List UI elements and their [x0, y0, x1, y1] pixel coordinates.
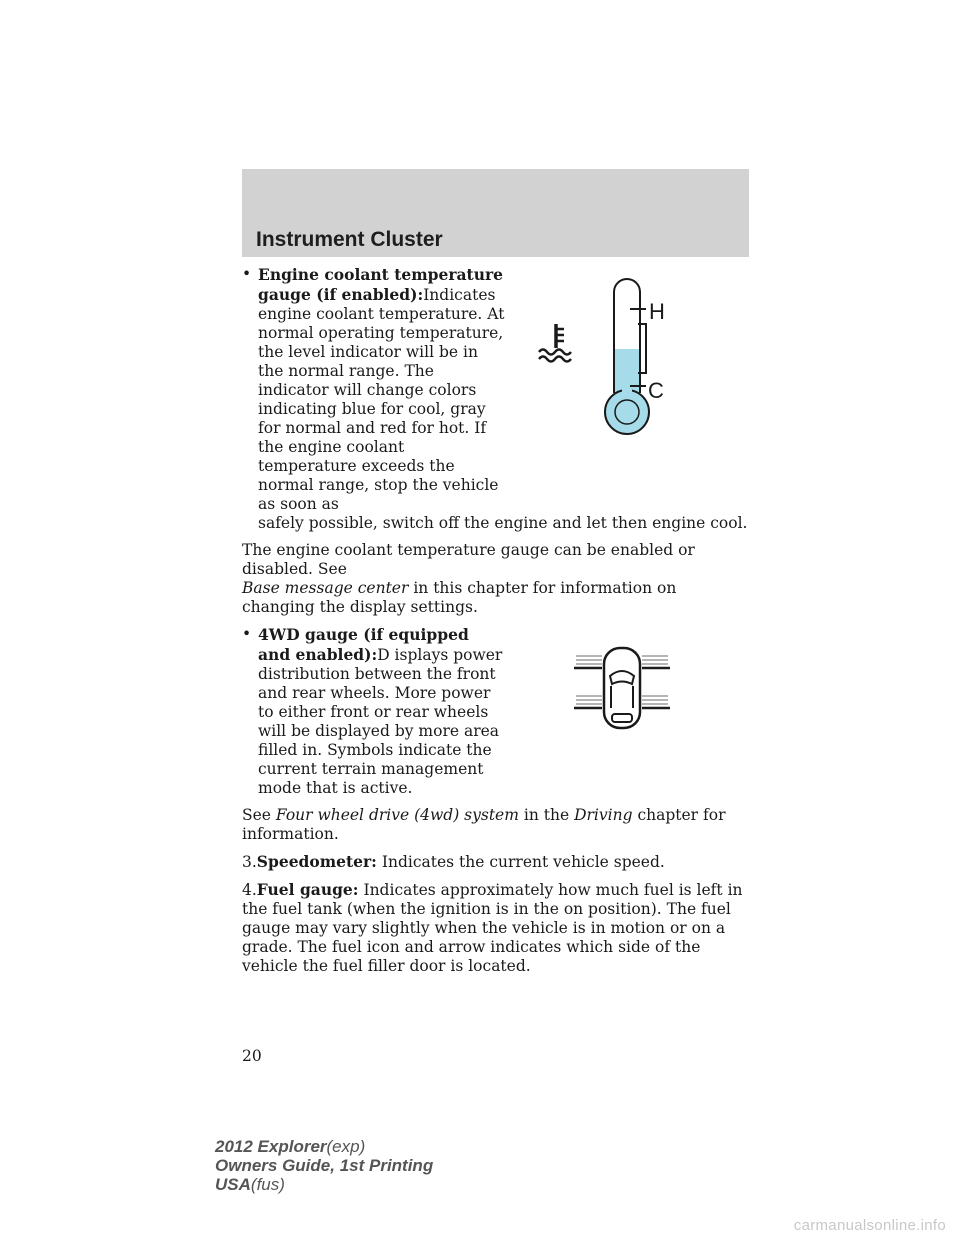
- 4wd-gauge-bullet: [242, 625, 506, 798]
- footer-guide: Owners Guide, 1st Printing: [215, 1156, 434, 1175]
- bullet-dot: •: [242, 625, 252, 643]
- document-footer: [215, 1137, 433, 1194]
- 4wd-gauge-text: D isplays power distribution between the front and rear wheels. More power to either front or rear wheels will be displayed by more area filled in. Symbols indicate the current terrain management mode that is active.: [258, 646, 503, 797]
- enable-disable-paragraph: The engine coolant temperature gauge can be enabled or disabled. See Base message center in this chapter for information on changing the display settings.: [242, 541, 695, 616]
- footer-region: USA: [215, 1175, 251, 1194]
- thermometer-bulb: [605, 390, 649, 434]
- coolant-temperature-gauge-illustration: [534, 277, 674, 447]
- coolant-gauge-title: Engine coolant temperature gauge (if enabled):: [258, 265, 503, 304]
- gauge-cold-label: C: [648, 378, 664, 403]
- 4wd-gauge-section: [242, 625, 752, 798]
- bullet-dot: •: [242, 265, 252, 283]
- coolant-gauge-bullet: [242, 265, 506, 514]
- page-content: [242, 265, 752, 976]
- coolant-temperature-icon: [539, 324, 571, 362]
- footer-model-code: (exp): [326, 1137, 366, 1156]
- 4wd-gauge-title: 4WD gauge (if equipped and enabled):: [258, 625, 469, 664]
- coolant-gauge-section: [242, 265, 752, 533]
- section-title: Instrument Cluster: [256, 228, 443, 251]
- speedometer-title: Speedometer:: [256, 852, 377, 871]
- fuel-gauge-title: Fuel gauge:: [256, 880, 359, 899]
- fuel-gauge-item: 4.Fuel gauge: Indicates approximately how much fuel is left in the fuel tank (when the ignition is in the on position). The fuel gauge may vary slightly when the vehicle is in motion or on a grade. The fuel icon and arrow indicates which side of the vehicle the fuel filler door is located.: [242, 880, 743, 975]
- 4wd-vehicle-icon: [572, 646, 672, 732]
- coolant-gauge-text: Indicates engine coolant temperature. At normal operating temperature, the level indicator will be in the normal range. The indicator will change colors indicating blue for cool, gray for normal and red for hot. If the engine coolant temperature exceeds the normal range, stop the vehicle as soon as: [258, 286, 505, 513]
- speedometer-item: 3.Speedometer: Indicates the current vehicle speed.: [242, 852, 665, 871]
- fuel-gauge-text: Indicates approximately how much fuel is left in the fuel tank (when the ignition is in the on position). The fuel gauge may vary slightly when the vehicle is in motion or on a grade. The fuel icon and arrow indicates which side of the vehicle the fuel filler door is located.: [242, 881, 743, 975]
- watermark: carmanualsonline.info: [793, 1217, 946, 1234]
- page-number: 20: [242, 1047, 262, 1065]
- coolant-gauge-text-cont: safely possible, switch off the engine and let then engine cool.: [258, 514, 748, 532]
- gauge-hot-label: H: [649, 299, 665, 324]
- 4wd-system-reference: Four wheel drive (4wd) system: [275, 806, 519, 824]
- footer-model: 2012 Explorer: [215, 1137, 327, 1156]
- footer-region-code: (fus): [250, 1175, 285, 1194]
- base-message-center-reference: Base message center: [242, 579, 409, 597]
- driving-chapter-reference: Driving: [574, 806, 633, 824]
- section-header-band: [242, 169, 749, 257]
- speedometer-text: Indicates the current vehicle speed.: [381, 853, 665, 871]
- see-4wd-paragraph: See Four wheel drive (4wd) system in the Driving chapter for information.: [242, 806, 726, 843]
